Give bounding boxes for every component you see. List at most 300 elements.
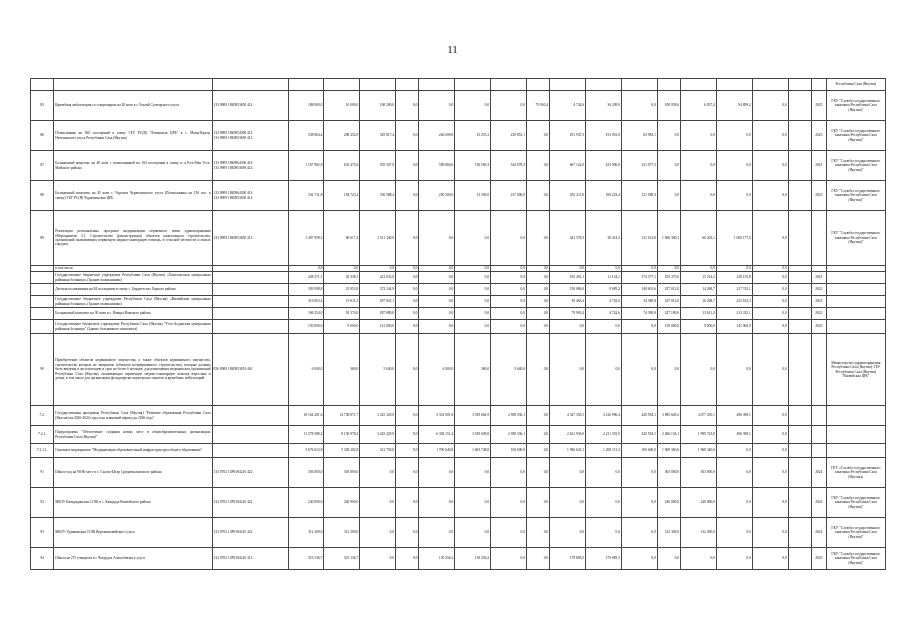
year-cell: 2023 (811, 308, 826, 320)
amount-cell: 0,0 (550, 320, 586, 334)
amount-cell: 240 000,0 (657, 488, 680, 518)
amount-cell: 96 617,4 (324, 211, 360, 266)
amount-cell (788, 181, 811, 211)
amount-cell: 183 491,1 (550, 272, 586, 284)
amount-cell (288, 79, 324, 91)
object-name-cell: Государственное бюджетное учреждение Республики Саха (Якутия) "Усть-Алданская центральная районная больница" (Здание больничного комплекса) (54, 320, 212, 334)
responsible-cell (826, 284, 885, 296)
responsible-cell (826, 308, 885, 320)
amount-cell: 0,0 (752, 211, 788, 266)
amount-cell: 0,0 (491, 548, 527, 570)
amount-cell: 0,0 (716, 181, 752, 211)
amount-cell (788, 406, 811, 426)
budget-code-cell (212, 79, 288, 91)
amount-cell: 100 600,0 (621, 444, 657, 458)
object-name-cell (54, 79, 212, 91)
amount-cell (455, 79, 491, 91)
year-cell: 2023 (811, 272, 826, 284)
amount-cell: 5 640,0 (491, 334, 527, 406)
amount-cell: 0,0 (527, 272, 550, 284)
amount-cell: 19 011,3 (324, 296, 360, 308)
amount-cell: 39 463,4 (550, 296, 586, 308)
year-cell: 2025 (811, 296, 826, 308)
amount-cell: 6 000,0 (419, 334, 455, 406)
amount-cell: 184 723,4 (324, 181, 360, 211)
amount-cell: 1 200 113,3 (586, 444, 622, 458)
amount-cell: 438 371,1 (288, 272, 324, 284)
amount-cell (788, 79, 811, 91)
amount-cell: 139 256,2 (455, 548, 491, 570)
amount-cell: 0,0 (657, 121, 680, 151)
amount-cell: 0,0 (527, 211, 550, 266)
amount-cell: 0,0 (527, 406, 550, 426)
year-cell: 2023 (811, 181, 826, 211)
object-name-cell: Подпрограмма "Обеспечение создания новых мест в общеобразовательных организациях Республики Саха (Якутия)" (54, 426, 212, 444)
amount-cell: 0,0 (752, 426, 788, 444)
amount-cell: 0,0 (621, 518, 657, 548)
table-row (31, 488, 886, 518)
object-name-cell: Врачебная амбулатория со стационаром на 20 коек в с.Эльгяй Сунтарского улуса (54, 91, 212, 121)
amount-cell (360, 79, 396, 91)
row-number-cell: 91 (31, 458, 54, 488)
row-number-cell (31, 272, 54, 284)
amount-cell: 240 000,0 (324, 488, 360, 518)
amount-cell (788, 284, 811, 296)
year-cell (811, 334, 826, 406)
amount-cell: 303 000,0 (657, 458, 680, 488)
object-name-cell: Реализация региональных программ модернизации первичного звена здравоохранения (Мероприятие 3.1. Строительство (реконструкция) объектов капитального строительства, организаций оказывающих первичную медико-санитарную помощь, в сельской местности и малых городах) (54, 211, 212, 266)
amount-cell: 8 150 978,3 (324, 426, 360, 444)
amount-cell: 0,0 (752, 151, 788, 181)
amount-cell: 11 134,1 (586, 272, 622, 284)
row-number-cell: 85 (31, 91, 54, 121)
budget-code-cell (212, 272, 288, 284)
amount-cell: 0,0 (527, 284, 550, 296)
object-name-cell: Школа на 275 учащихся в с.Чекурдах Алексеевского улуса (54, 548, 212, 570)
amount-cell: 0,0 (752, 121, 788, 151)
amount-cell: 153 001,8 (586, 121, 622, 151)
amount-cell: 0,0 (396, 272, 419, 284)
amount-cell: 291 947,5 (550, 121, 586, 151)
amount-cell: 0,0 (550, 266, 586, 272)
amount-cell (788, 151, 811, 181)
amount-cell (788, 444, 811, 458)
amount-cell (788, 320, 811, 334)
amount-cell: 311 163,8 (621, 211, 657, 266)
object-name-cell: МБОУ Кюндядинская СОШ в с. Кюндяда Вилюйского района (54, 488, 212, 518)
amount-cell: 0,0 (527, 151, 550, 181)
amount-cell: 0,0 (455, 91, 491, 121)
amount-cell: 15 255,2 (455, 121, 491, 151)
amount-cell (788, 458, 811, 488)
amount-cell: 6 000,0 (288, 334, 324, 406)
table-row (31, 91, 886, 121)
amount-cell: 0,0 (396, 284, 419, 296)
amount-cell: 0,0 (396, 426, 419, 444)
amount-cell: 179 883,5 (586, 548, 622, 570)
amount-cell: 1 066 380,1 (657, 211, 680, 266)
amount-cell: 0,0 (491, 458, 527, 488)
amount-cell: 246 008,8 (419, 121, 455, 151)
amount-cell: 0,0 (396, 308, 419, 320)
amount-cell: 0,0 (527, 548, 550, 570)
amount-cell: 0,0 (657, 151, 680, 181)
year-cell (811, 444, 826, 458)
row-number-cell (31, 79, 54, 91)
table-row (31, 458, 886, 488)
amount-cell: 360,0 (455, 334, 491, 406)
amount-cell: 312 300,0 (681, 518, 717, 548)
amount-cell: 26 338,1 (324, 272, 360, 284)
amount-cell: 121 588,4 (621, 181, 657, 211)
amount-cell: 0,0 (657, 548, 680, 570)
amount-cell (788, 272, 811, 284)
budget-code-cell (212, 308, 288, 320)
amount-cell: 0,0 (491, 211, 527, 266)
object-name-cell: Поликлиника на 300 посещений в смену ГБУ РС(Я) "Ленинская ЦРБ" в с. Мачы-Крлэн. Нютчинского улуса Республики Саха (Якутия) (54, 121, 212, 151)
amount-cell: 1 968 340,6 (681, 444, 717, 458)
table-row (31, 296, 886, 308)
amount-cell: 0,0 (527, 181, 550, 211)
amount-cell: 0,0 (288, 266, 324, 272)
responsible-cell (826, 406, 885, 426)
amount-cell: 0,0 (419, 266, 455, 272)
amount-cell: 538 804,4 (288, 121, 324, 151)
amount-cell: 148 601,6 (621, 284, 657, 296)
amount-cell: 0,0 (527, 444, 550, 458)
amount-cell: 0,0 (550, 488, 586, 518)
amount-cell: 36 209,8 (586, 91, 622, 121)
amount-cell: 9 000,0 (681, 320, 717, 334)
row-number-cell: 86 (31, 121, 54, 151)
table-row (31, 284, 886, 296)
amount-cell: 435 906,0 (586, 151, 622, 181)
amount-cell: 0,0 (716, 548, 752, 570)
year-cell: 2023 (811, 548, 826, 570)
amount-cell (324, 79, 360, 91)
amount-cell: 0,0 (419, 211, 455, 266)
amount-cell: 139 256,2 (419, 548, 455, 570)
amount-cell: 0,0 (681, 181, 717, 211)
amount-cell (788, 548, 811, 570)
amount-cell: 0,0 (681, 121, 717, 151)
amount-cell: 237 012,0 (657, 296, 680, 308)
responsible-cell (826, 426, 885, 444)
amount-cell: 18 164 201,6 (288, 406, 324, 426)
amount-cell: 0,0 (550, 334, 586, 406)
budget-code-cell (212, 296, 288, 308)
table-row (31, 211, 886, 266)
amount-cell: 231 077,3 (621, 151, 657, 181)
amount-cell: 0,0 (419, 308, 455, 320)
amount-cell: 360,0 (324, 334, 360, 406)
amount-cell (716, 79, 752, 91)
row-number-cell: 90 (31, 334, 54, 406)
amount-cell: 0,0 (621, 488, 657, 518)
year-cell: 2023 (811, 320, 826, 334)
amount-cell: 174 377,1 (621, 272, 657, 284)
amount-cell (788, 91, 811, 121)
row-number-cell (31, 296, 54, 308)
amount-cell (681, 79, 717, 91)
row-number-cell (31, 284, 54, 296)
amount-cell: 250 500,0 (419, 181, 455, 211)
responsible-cell: ГКУ "Служба государственного заказчика Республики Саха (Якутия)" (826, 548, 885, 570)
amount-cell (788, 308, 811, 320)
amount-cell: 83 983,1 (621, 121, 657, 151)
table-row (31, 426, 886, 444)
amount-cell (788, 296, 811, 308)
amount-cell: 0,0 (491, 284, 527, 296)
responsible-cell: ГКУ "Служба государственного заказчика Республики Саха (Якутия)" (826, 91, 885, 121)
year-cell (811, 426, 826, 444)
amount-cell: 0,0 (396, 406, 419, 426)
amount-cell: 0,0 (527, 488, 550, 518)
year-cell: 2023 (811, 151, 826, 181)
amount-cell: 535 507,9 (360, 151, 396, 181)
amount-cell: 11 578 388,4 (288, 426, 324, 444)
amount-cell: 1 700 640,8 (419, 444, 455, 458)
object-name-cell: Основное мероприятие "Модернизация образовательной инфраструктуры общего образования" (54, 444, 212, 458)
amount-cell: 213 335,1 (716, 308, 752, 320)
investment-program-table (30, 78, 886, 570)
amount-cell: 319 136,7 (288, 548, 324, 570)
amount-cell: 0,0 (527, 320, 550, 334)
amount-cell: 0,0 (550, 518, 586, 548)
amount-cell: 0,0 (455, 272, 491, 284)
amount-cell: 0,0 (752, 91, 788, 121)
year-cell (811, 211, 826, 266)
amount-cell: 5 332 001,8 (419, 406, 455, 426)
amount-cell: 0,0 (491, 518, 527, 548)
amount-cell: 253 370,0 (657, 272, 680, 284)
amount-cell: 0,0 (455, 320, 491, 334)
responsible-cell: ГКУ "Служба государственного заказчика Республики Саха (Якутия)" (826, 181, 885, 211)
budget-code-cell (212, 284, 288, 296)
object-name-cell: Больничный комплекс на 40 коек с поликлиникой на 104 посещения в смену в п.Усть-Мая Усть-Майского района (54, 151, 212, 181)
amount-cell: 1 999 743,8 (681, 426, 717, 444)
object-name-cell: в том числе (54, 266, 212, 272)
amount-cell: 319 136,7 (324, 548, 360, 570)
responsible-cell: Республики Саха (Якутия) (826, 79, 885, 91)
table-row (31, 79, 886, 91)
responsible-cell (826, 272, 885, 284)
amount-cell: 0,0 (527, 296, 550, 308)
amount-cell: 4 126 996,4 (586, 406, 622, 426)
year-cell: 2023 (811, 284, 826, 296)
responsible-cell: ГКУ "Служба государственного заказчика Республики Саха (Якутия)" (826, 121, 885, 151)
year-cell: 2024 (811, 518, 826, 548)
amount-cell: 237 012,0 (657, 284, 680, 296)
table-row (31, 406, 886, 426)
amount-cell: 0,0 (752, 296, 788, 308)
amount-cell: 0,0 (491, 488, 527, 518)
amount-cell: 372 144,9 (360, 284, 396, 296)
amount-cell: 0,0 (621, 320, 657, 334)
amount-cell: 0,0 (586, 488, 622, 518)
budget-code-cell: 133 0702 13Р0184210 422 (212, 518, 288, 548)
amount-cell: 312 300,0 (288, 518, 324, 548)
object-name-cell: МБОУ Удачнинская СОШ Верхневилюйского улуса (54, 518, 212, 548)
amount-cell: 0,0 (360, 518, 396, 548)
row-number-cell: 94 (31, 548, 54, 570)
amount-cell: 0,0 (419, 91, 455, 121)
budget-code-cell: 133 0909 18Б0953650 414 (212, 211, 288, 266)
amount-cell: 0,0 (527, 458, 550, 488)
amount-cell: 0,0 (527, 121, 550, 151)
budget-code-cell: 056 0909 18Б0953653 461 (212, 334, 288, 406)
object-name-cell: Детская поликлиника на 84 посещения в смену с. Бердигестях Горного района (54, 284, 212, 296)
amount-cell: 6 057,4 (681, 91, 717, 121)
budget-code-cell (212, 406, 288, 426)
amount-cell: 0,0 (455, 488, 491, 518)
amount-cell: 23 953,9 (324, 284, 360, 296)
amount-cell: 0,0 (752, 181, 788, 211)
amount-cell: 13 500,0 (455, 181, 491, 211)
object-name-cell: Школа-сад на 90/60 мест в с. Сылгы-Ытар Среднеколымского района (54, 458, 212, 488)
amount-cell (550, 79, 586, 91)
amount-cell: 150 000,0 (657, 320, 680, 334)
row-number-cell: 92 (31, 488, 54, 518)
amount-cell: 0,0 (419, 320, 455, 334)
amount-cell: 0,0 (527, 518, 550, 548)
amount-cell: 297 841,1 (360, 296, 396, 308)
amount-cell: 0,0 (716, 518, 752, 548)
object-name-cell: Государственное бюджетное учреждение Республики Саха (Якутия) «Вилюйская центральная районная больница» (Здание поликлиники) (55, 297, 211, 306)
amount-cell: 34 380,8 (621, 296, 657, 308)
amount-cell: 0,0 (621, 266, 657, 272)
amount-cell: 14 738 871,7 (324, 406, 360, 426)
amount-cell: 188 000,0 (288, 91, 324, 121)
amount-cell: 0,0 (681, 334, 717, 406)
amount-cell: 0,0 (716, 444, 752, 458)
amount-cell: 0,0 (752, 272, 788, 284)
amount-cell: 0,0 (752, 284, 788, 296)
amount-cell: 420 594,1 (621, 406, 657, 426)
amount-cell: 0,0 (396, 211, 419, 266)
amount-cell: 1 000 177,0 (716, 211, 752, 266)
amount-cell: 141 000,0 (360, 320, 396, 334)
amount-cell: 238 155,8 (716, 272, 752, 284)
amount-cell: 108 958,6 (657, 91, 680, 121)
year-cell: 2023 (811, 121, 826, 151)
amount-cell: 0,0 (396, 334, 419, 406)
amount-cell (621, 79, 657, 91)
amount-cell (657, 79, 680, 91)
amount-cell: 0,0 (419, 518, 455, 548)
amount-cell: 0,0 (657, 181, 680, 211)
amount-cell: 237 000,0 (491, 181, 527, 211)
amount-cell: 312 300,0 (657, 518, 680, 548)
amount-cell: 0,0 (716, 334, 752, 406)
amount-cell: 13 611,4 (681, 308, 717, 320)
amount-cell: 321 750,0 (360, 444, 396, 458)
amount-cell: 667 122,0 (550, 151, 586, 181)
amount-cell: 30 414,5 (586, 211, 622, 266)
amount-cell: 0,0 (681, 548, 717, 570)
amount-cell: 9 685,2 (586, 284, 622, 296)
amount-cell (788, 488, 811, 518)
amount-cell: 0,0 (752, 320, 788, 334)
row-number-cell: 7.2.1. (31, 426, 54, 444)
amount-cell: 393 098,8 (288, 284, 324, 296)
amount-cell: 496 398,1 (716, 406, 752, 426)
amount-cell: 303 000,0 (324, 458, 360, 488)
amount-cell: 0,0 (360, 458, 396, 488)
amount-cell: 0,0 (527, 426, 550, 444)
amount-cell: 0,0 (396, 266, 419, 272)
amount-cell: 3 425 329,9 (360, 406, 396, 426)
amount-cell (788, 121, 811, 151)
amount-cell: 412 033,0 (360, 272, 396, 284)
responsible-cell: ГКУ "Служба государственного заказчика Республики Саха (Якутия)" (826, 151, 885, 181)
amount-cell: 316 853,4 (288, 296, 324, 308)
row-number-cell (31, 308, 54, 320)
object-name-cell: Государственное бюджетное учреждение Республики Саха (Якутия) «Хангаласская центральная районная больница» (Здание поликлиники) (55, 273, 211, 282)
amount-cell: 1 605 748,8 (455, 444, 491, 458)
amount-cell: 0,0 (621, 548, 657, 570)
amount-cell: 79 963,4 (550, 308, 586, 320)
amount-cell: 0,0 (527, 308, 550, 320)
amount-cell: 329 817,4 (360, 121, 396, 151)
amount-cell: 0,0 (396, 458, 419, 488)
amount-cell: 223 163,3 (716, 296, 752, 308)
amount-cell: 500 860,6 (419, 151, 455, 181)
row-number-cell: 7.2.1.1. (31, 444, 54, 458)
amount-cell: 0,0 (396, 151, 419, 181)
amount-cell (788, 426, 811, 444)
amount-cell: 5 676 612,8 (288, 444, 324, 458)
responsible-cell: ГКУ "Служба государственного заказчика Республики Саха (Якутия)" (826, 518, 885, 548)
table-row (31, 548, 886, 570)
amount-cell: 3 425 329,9 (360, 426, 396, 444)
amount-cell: 0,0 (419, 284, 455, 296)
amount-cell: 1 969 360,6 (657, 444, 680, 458)
amount-cell: 0,0 (752, 518, 788, 548)
table-row (31, 151, 886, 181)
amount-cell: 1 167 982,9 (288, 151, 324, 181)
amount-cell: 0,0 (716, 266, 752, 272)
amount-cell: 303 000,0 (681, 458, 717, 488)
amount-cell: 0,0 (419, 296, 455, 308)
amount-cell: 0,0 (586, 334, 622, 406)
amount-cell: 0,0 (716, 488, 752, 518)
amount-cell: 0,0 (752, 334, 788, 406)
amount-cell: 18 374,0 (324, 308, 360, 320)
amount-cell: 0,0 (550, 458, 586, 488)
amount-cell: 0,0 (681, 151, 717, 181)
amount-cell: 2 621 936,0 (550, 426, 586, 444)
object-name-cell: Больничный комплекс на 30 коек в с. Намцы Намского района (54, 308, 212, 320)
amount-cell: 217 743,1 (716, 284, 752, 296)
budget-code-cell (212, 426, 288, 444)
amount-cell: 306 254,0 (288, 308, 324, 320)
amount-cell (586, 79, 622, 91)
amount-cell: 0,0 (491, 272, 527, 284)
amount-cell: 0,0 (716, 121, 752, 151)
amount-cell: 0,0 (752, 406, 788, 426)
budget-code-cell: 133 0702 13Р0184210 422 (212, 458, 288, 488)
amount-cell: 240 000,0 (288, 488, 324, 518)
amount-cell: 303 000,0 (288, 458, 324, 488)
year-cell: 2024 (811, 458, 826, 488)
responsible-cell: ГКУ «Служба государственного заказчика Республики Саха (Якутия)» (826, 458, 885, 488)
amount-cell: 0,0 (621, 334, 657, 406)
budget-code-cell: 133 0909 18Б0954300 414 133 0909 18Б0953650 414 (212, 121, 288, 151)
amount-cell: 0,0 (491, 320, 527, 334)
table-row (31, 518, 886, 548)
year-cell: 2025 (811, 91, 826, 121)
